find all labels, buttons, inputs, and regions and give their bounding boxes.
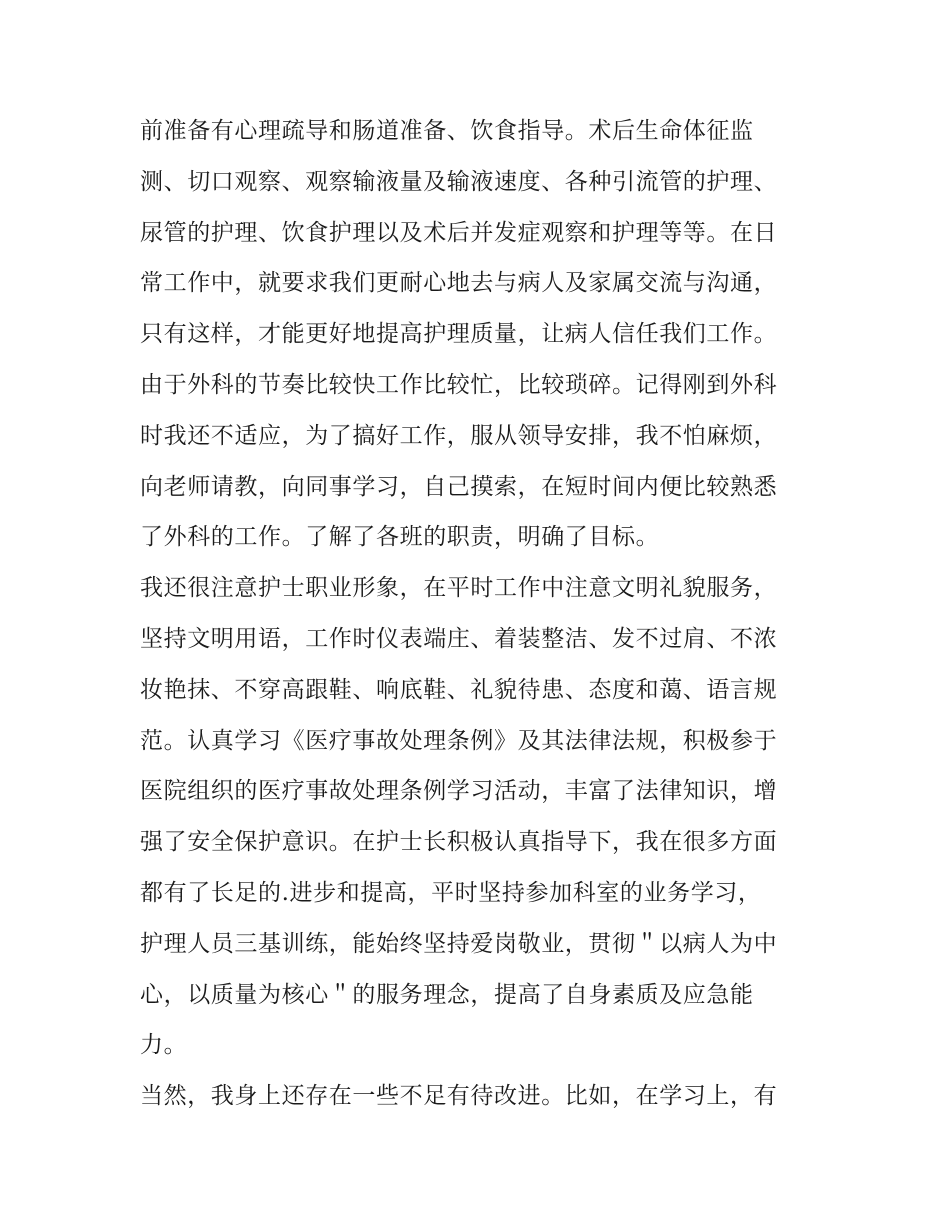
text-line: 强了安全保护意识。在护士长积极认真指导下，我在很多方面 xyxy=(140,829,778,856)
text-line: 由于外科的节奏比较快工作比较忙，比较琐碎。记得刚到外科 xyxy=(140,371,778,398)
text-line: 常工作中，就要求我们更耐心地去与病人及家属交流与沟通， xyxy=(140,270,778,297)
text-line: 我还很注意护士职业形象，在平时工作中注意文明礼貌服务， xyxy=(140,575,778,602)
text-line: 向老师请教，向同事学习，自己摸索，在短时间内便比较熟悉 xyxy=(140,473,778,500)
text-line: 护理人员三基训练，能始终坚持爱岗敬业，贯彻＂以病人为中 xyxy=(140,930,778,957)
text-line: 范。认真学习《医疗事故处理条例》及其法律法规，积极参于 xyxy=(140,727,778,754)
text-line: 尿管的护理、饮食护理以及术后并发症观察和护理等等。在日 xyxy=(140,219,778,246)
text-line: 妆艳抹、不穿高跟鞋、响底鞋、礼貌待患、态度和蔼、语言规 xyxy=(140,676,778,703)
text-line: 坚持文明用语，工作时仪表端庄、着装整洁、发不过肩、不浓 xyxy=(140,625,778,652)
text-line: 只有这样，才能更好地提高护理质量，让病人信任我们工作。 xyxy=(140,321,778,348)
text-line: 当然，我身上还存在一些不足有待改进。比如，在学习上，有 xyxy=(140,1083,778,1110)
text-line: 了外科的工作。了解了各班的职责，明确了目标。 xyxy=(140,524,660,551)
text-line: 力。 xyxy=(140,1032,188,1059)
document-body xyxy=(140,106,820,1122)
text-line: 医院组织的医疗事故处理条例学习活动，丰富了法律知识，增 xyxy=(140,778,778,805)
text-line: 前准备有心理疏导和肠道准备、饮食指导。术后生命体征监 xyxy=(140,118,754,144)
text-line: 都有了长足的.进步和提高，平时坚持参加科室的业务学习， xyxy=(140,879,762,906)
text-line: 时我还不适应，为了搞好工作，服从领导安排，我不怕麻烦， xyxy=(140,422,778,449)
text-line: 心，以质量为核心＂的服务理念，提高了自身素质及应急能 xyxy=(140,981,754,1008)
text-line: 测、切口观察、观察输液量及输液速度、各种引流管的护理、 xyxy=(140,168,778,195)
